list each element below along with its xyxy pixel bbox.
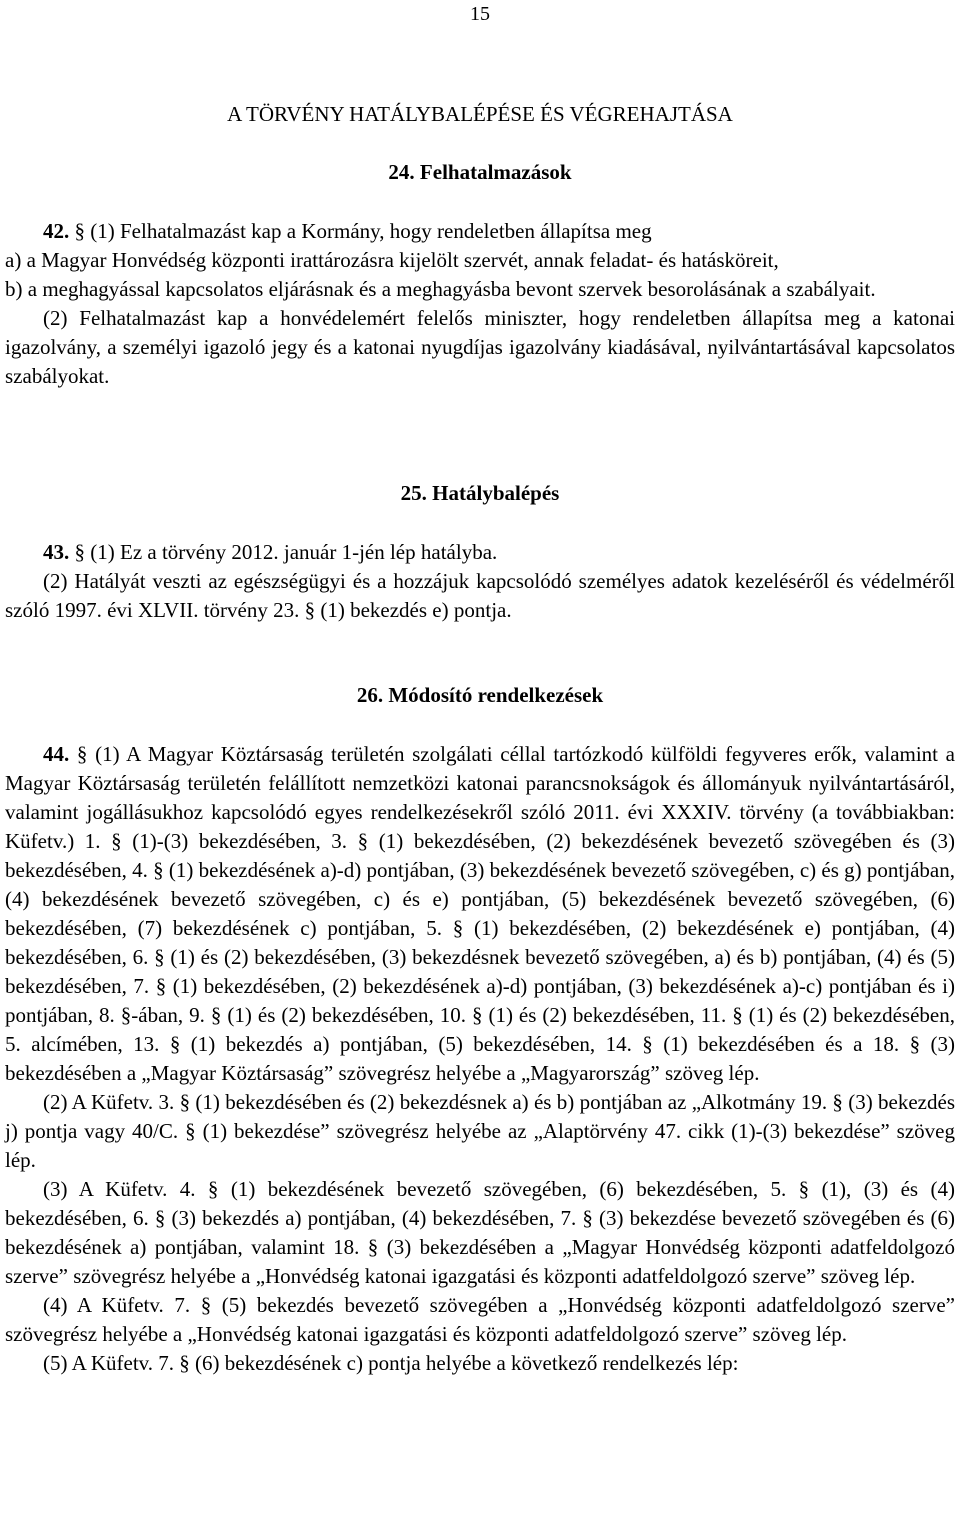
article-number-42: 42. <box>43 219 70 243</box>
paragraph-42-2: (2) Felhatalmazást kap a honvédelemért felelős miniszter, hogy rendeletben állapítsa meg a katonai igazolvány, a személyi igazoló jegy és a katonai nyugdíjas igazolvány kiadásával, nyilvántartásával kapcsolatos szabályokat. <box>5 306 955 388</box>
section-26-title: 26. Módosító rendelkezések <box>356 683 604 707</box>
paragraph-44-5: (5) A Küfetv. 7. § (6) bekezdésének c) pontja helyébe a következő rendelkezés lép: <box>43 1351 739 1375</box>
section-24-body <box>5 217 955 391</box>
paragraph-text: (1) Ez a törvény 2012. január 1-jén lép hatályba. <box>85 540 498 564</box>
section-25-title: 25. Hatálybalépés <box>400 481 560 505</box>
paragraph-44-3: (3) A Küfetv. 4. § (1) bekezdésének bevezető szövegében, (6) bekezdésében, 5. § (1), (3) és (4) bekezdésében, 6. § (3) bekezdés a) pontjában, (4) bekezdésében, 7. § (3) bekezdése bevezető szövegében és (6) bekezdésének a) pontjában, valamint 18. § (3) bekezdésében a „Magyar Honvédség központi adatfeldolgozó szerve” szövegrész helyébe a „Honvédség katonai igazgatási és központi adatfeldolgozó szerve” szöveg lép. <box>5 1177 955 1288</box>
paragraph-text: (1) Felhatalmazást kap a Kormány, hogy rendeletben állapítsa meg <box>85 219 652 243</box>
page-number: 15 <box>470 3 490 25</box>
paragraph-42-1-a: a) a Magyar Honvédség központi irattározásra kijelölt szervét, annak feladat- és hatásköreit, <box>5 248 779 272</box>
section-sign: § <box>76 742 88 766</box>
paragraph-text: (1) A Magyar Köztársaság területén szolgálati céllal tartózkodó külföldi fegyveres erők, valamint a Magyar Köztársaság területén felállított nemzetközi katonai parancsnokságok és állományuk nyilvántartásáról, valamint jogállásukhoz kapcsolódó egyes rendelkezésekről szóló 2011. évi XXXIV. törvény (a továbbiakban: Küfetv.) 1. § (1)-(3) bekezdésében, 3. § (1) bekezdésében, (2) bekezdésének bevezető szövegében és (3) bekezdésében, 4. § (1) bekezdésének a)-d) pontjában, (3) bekezdésének bevezető szövegében, c) és g) pontjában, (4) bekezdésének bevezető szövegében, c) és e) pontjában, (5) bekezdésének bevezető szövegében, (6) bekezdésében, (7) bekezdésének c) pontjában, 5. § (1) bekezdésében, (2) bekezdésének e) pontjában, (4) bekezdésében, 6. § (1) és (2) bekezdésében, (3) bekezdésnek bevezető szövegében, a) és b) pontjában, (4) és (5) bekezdésében, 7. § (1) bekezdésében, (2) bekezdésének a)-d) pontjában, (3) bekezdésének a)-c) pontjában és i) pontjában, 8. §-ában, 9. § (1) és (2) bekezdésében, 10. § (1) és (2) bekezdésében, 11. § (1) és (2) bekezdésében, 5. alcímében, 13. § (1) bekezdés a) pontjában, (5) bekezdésében, 14. § (1) bekezdésében és a 18. § (3) bekezdésében a „Magyar Köztársaság” szövegrész helyébe a „Magyarország” szöveg lép. <box>5 742 956 1085</box>
paragraph-44-4: (4) A Küfetv. 7. § (5) bekezdés bevezető szövegében a „Honvédség központi adatfeldolgozó szerve” szövegrész helyébe a „Honvédség katonai igazgatási és központi adatfeldolgozó szerve” szöveg lép. <box>5 1293 955 1346</box>
section-26-body <box>5 740 955 1378</box>
paragraph-42-1-b: b) a meghagyással kapcsolatos eljárásnak és a meghagyásba bevont szervek besorolásának a szabályait. <box>5 277 876 301</box>
paragraph-43-2: (2) Hatályát veszti az egészségügyi és a hozzájuk kapcsolódó személyes adatok kezeléséről és védelméről szóló 1997. évi XLVII. törvény 23. § (1) bekezdés e) pontja. <box>5 569 955 622</box>
section-sign: § <box>74 219 85 243</box>
section-24-title: 24. Felhatalmazások <box>388 160 572 184</box>
section-25-body <box>5 538 955 625</box>
paragraph-44-2: (2) A Küfetv. 3. § (1) bekezdésében és (2) bekezdésnek a) és b) pontjában az „Alkotmány 19. § (3) bekezdés j) pontja vagy 40/C. § (1) bekezdése” szövegrész helyébe az „Alaptörvény 47. cikk (1)-(3) bekezdése” szöveg lép. <box>5 1090 955 1172</box>
section-sign: § <box>74 540 85 564</box>
paragraph-42-1 <box>5 217 955 246</box>
paragraph-44-1 <box>5 740 955 1088</box>
part-heading: A TÖRVÉNY HATÁLYBALÉPÉSE ÉS VÉGREHAJTÁSA <box>227 102 733 126</box>
paragraph-43-1 <box>5 538 955 567</box>
article-number-44: 44. <box>43 742 70 766</box>
article-number-43: 43. <box>43 540 70 564</box>
